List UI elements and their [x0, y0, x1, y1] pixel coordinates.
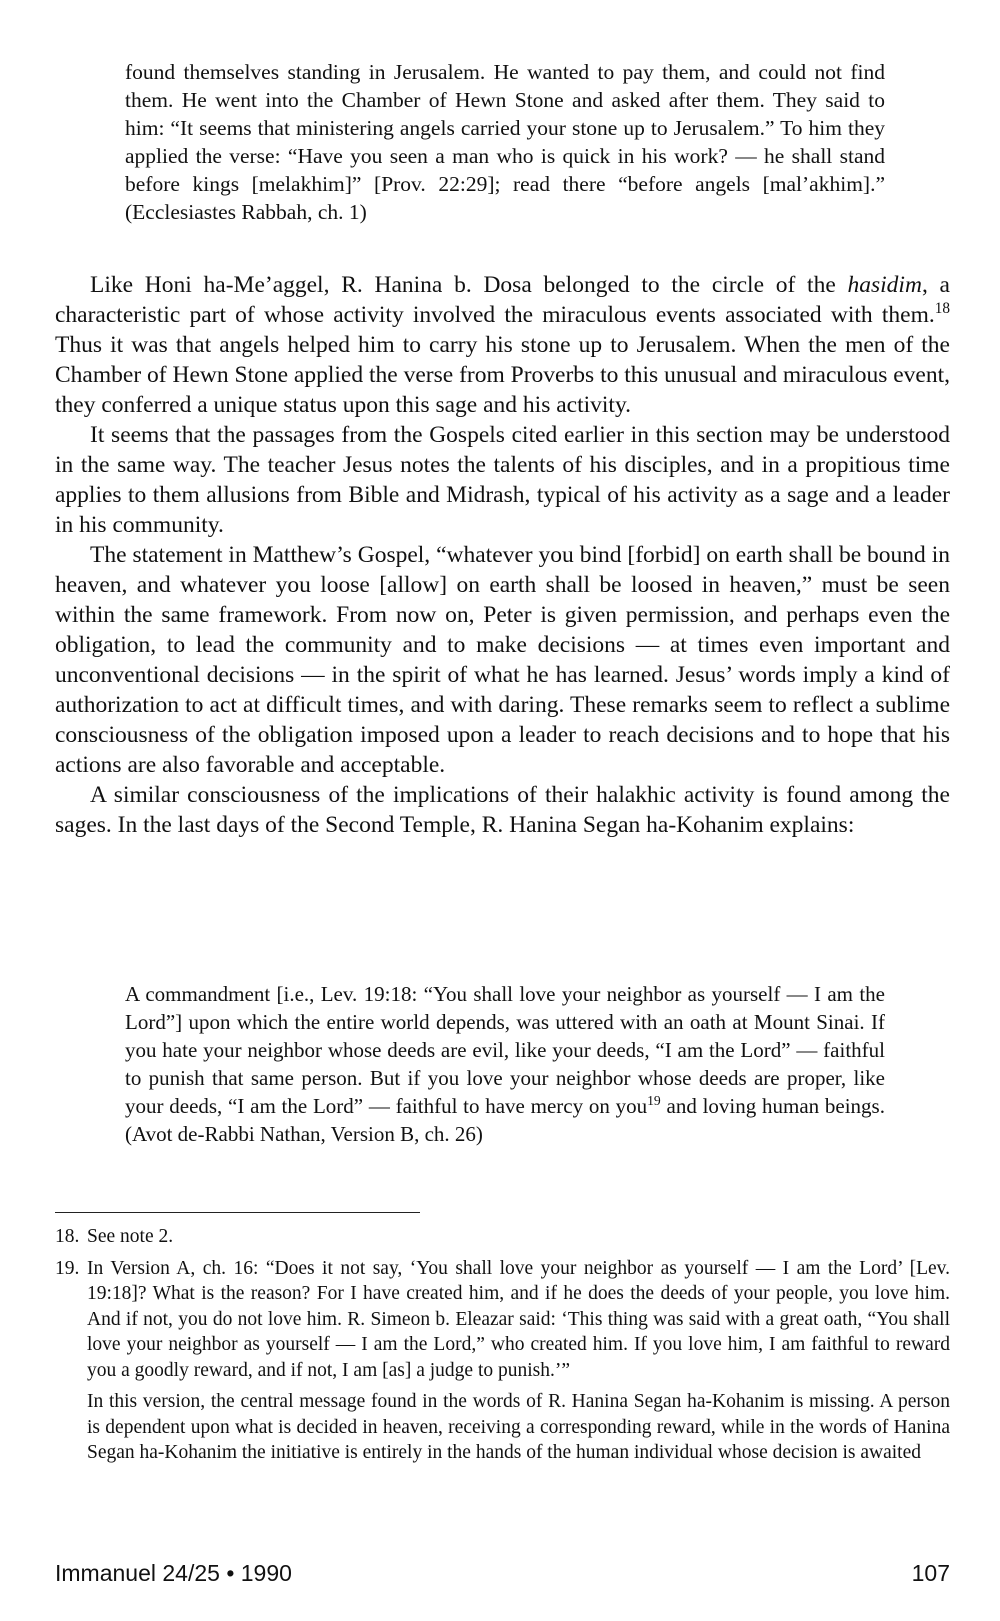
journal-citation: Immanuel 24/25 • 1990: [55, 1560, 292, 1586]
footnote-18: [55, 1224, 950, 1250]
block-quote-top: found themselves standing in Jerusalem. He wanted to pay them, and could not find them. He went into the Chamber of Hewn Stone and asked after them. They said to him: “It seems that ministering angels carried your stone up to Jerusalem.” To him they applied the verse: “Have you seen a man who is quick in his work? — he shall stand before kings [melakhim]” [Prov. 22:29]; read there “before angels [mal’akhim].” (Ecclesiastes Rabbah, ch. 1): [125, 60, 885, 224]
footnote-ref-18[interactable]: 18: [934, 300, 950, 318]
footnote-number: 19.: [55, 1257, 80, 1279]
block-quote-text-b: and loving human beings. (Avot de-Rabbi Nathan, Version B, ch. 26): [125, 1094, 885, 1146]
block-quote-avot: [125, 980, 885, 1148]
paragraph-3: The statement in Matthew’s Gospel, “whatever you bind [forbid] on earth shall be bound in heaven, and whatever you loose [allow] on earth shall be loosed in heaven,” must be seen within the same framework. From now on, Peter is given permission, and perhaps even the obligation, to lead the community and to make decisions — at times even important and unconventional decisions — in the spirit of what he has learned. Jesus’ words imply a kind of authorization to act at difficult times, and with daring. These remarks seem to reflect a sublime consciousness of the obligation imposed upon a leader to reach decisions and to hope that his actions are also favorable and acceptable.: [55, 542, 950, 778]
term-hasidim: hasidim: [847, 272, 922, 298]
page-number: 107: [911, 1560, 950, 1586]
footnote-text: In Version A, ch. 16: “Does it not say, ‘You shall love your neighbor as yourself — I am the Lord’ [Lev. 19:18]? What is the reason? For I have created him, and if he does the deeds of your people, you love him. And if not, you do not love him. R. Simeon b. Eleazar said: ‘This thing was said with a great oath, “You shall love your neighbor as yourself — I am the Lord,” who created him. If you love him, I am faithful to reward you a goodly reward, and if not, I am [as] a judge to punish.’”: [87, 1257, 950, 1381]
footnote-divider: [55, 1212, 420, 1213]
paragraph-1-part-b: , a characteristic part of whose activity involved the miraculous events associated with them.: [55, 272, 950, 328]
footnote-ref-19[interactable]: 19: [647, 1093, 661, 1108]
footnote-19-continuation: In this version, the central message found in the words of R. Hanina Segan ha-Kohanim is missing. A person is dependent upon what is decided in heaven, receiving a corresponding reward, while in the words of Hanina Segan ha-Kohanim the initiative is entirely in the hands of the human individual whose decision is awaited: [87, 1391, 950, 1463]
footnotes: [55, 1224, 950, 1466]
page-footer: [55, 1560, 950, 1594]
body-text: [55, 270, 950, 840]
footnote-number: 18.: [55, 1226, 80, 1247]
footnote-19: [55, 1256, 950, 1384]
paragraph-1-part-a: Like Honi ha-Me’aggel, R. Hanina b. Dosa belonged to the circle of the: [90, 272, 848, 298]
paragraph-4: A similar consciousness of the implications of their halakhic activity is found among the sages. In the last days of the Second Temple, R. Hanina Segan ha-Kohanim explains:: [55, 782, 950, 838]
paragraph-1-part-c: Thus it was that angels helped him to carry his stone up to Jerusalem. When the men of the Chamber of Hewn Stone applied the verse from Proverbs to this unusual and miraculous event, they conferred a unique status upon this sage and his activity.: [55, 332, 950, 418]
footnote-text: See note 2.: [87, 1226, 174, 1247]
block-quote-text-a: A commandment [i.e., Lev. 19:18: “You shall love your neighbor as yourself — I am the Lord”] upon which the entire world depends, was uttered with an oath at Mount Sinai. If you hate your neighbor whose deeds are evil, like your deeds, “I am the Lord” — faithful to punish that same person. But if you love your neighbor whose deeds are proper, like your deeds, “I am the Lord” — faithful to have mercy on you: [125, 982, 885, 1118]
paragraph-2: It seems that the passages from the Gospels cited earlier in this section may be understood in the same way. The teacher Jesus notes the talents of his disciples, and in a propitious time applies to them allusions from Bible and Midrash, typical of his activity as a sage and a leader in his community.: [55, 422, 950, 538]
paragraph-1: [55, 270, 950, 420]
